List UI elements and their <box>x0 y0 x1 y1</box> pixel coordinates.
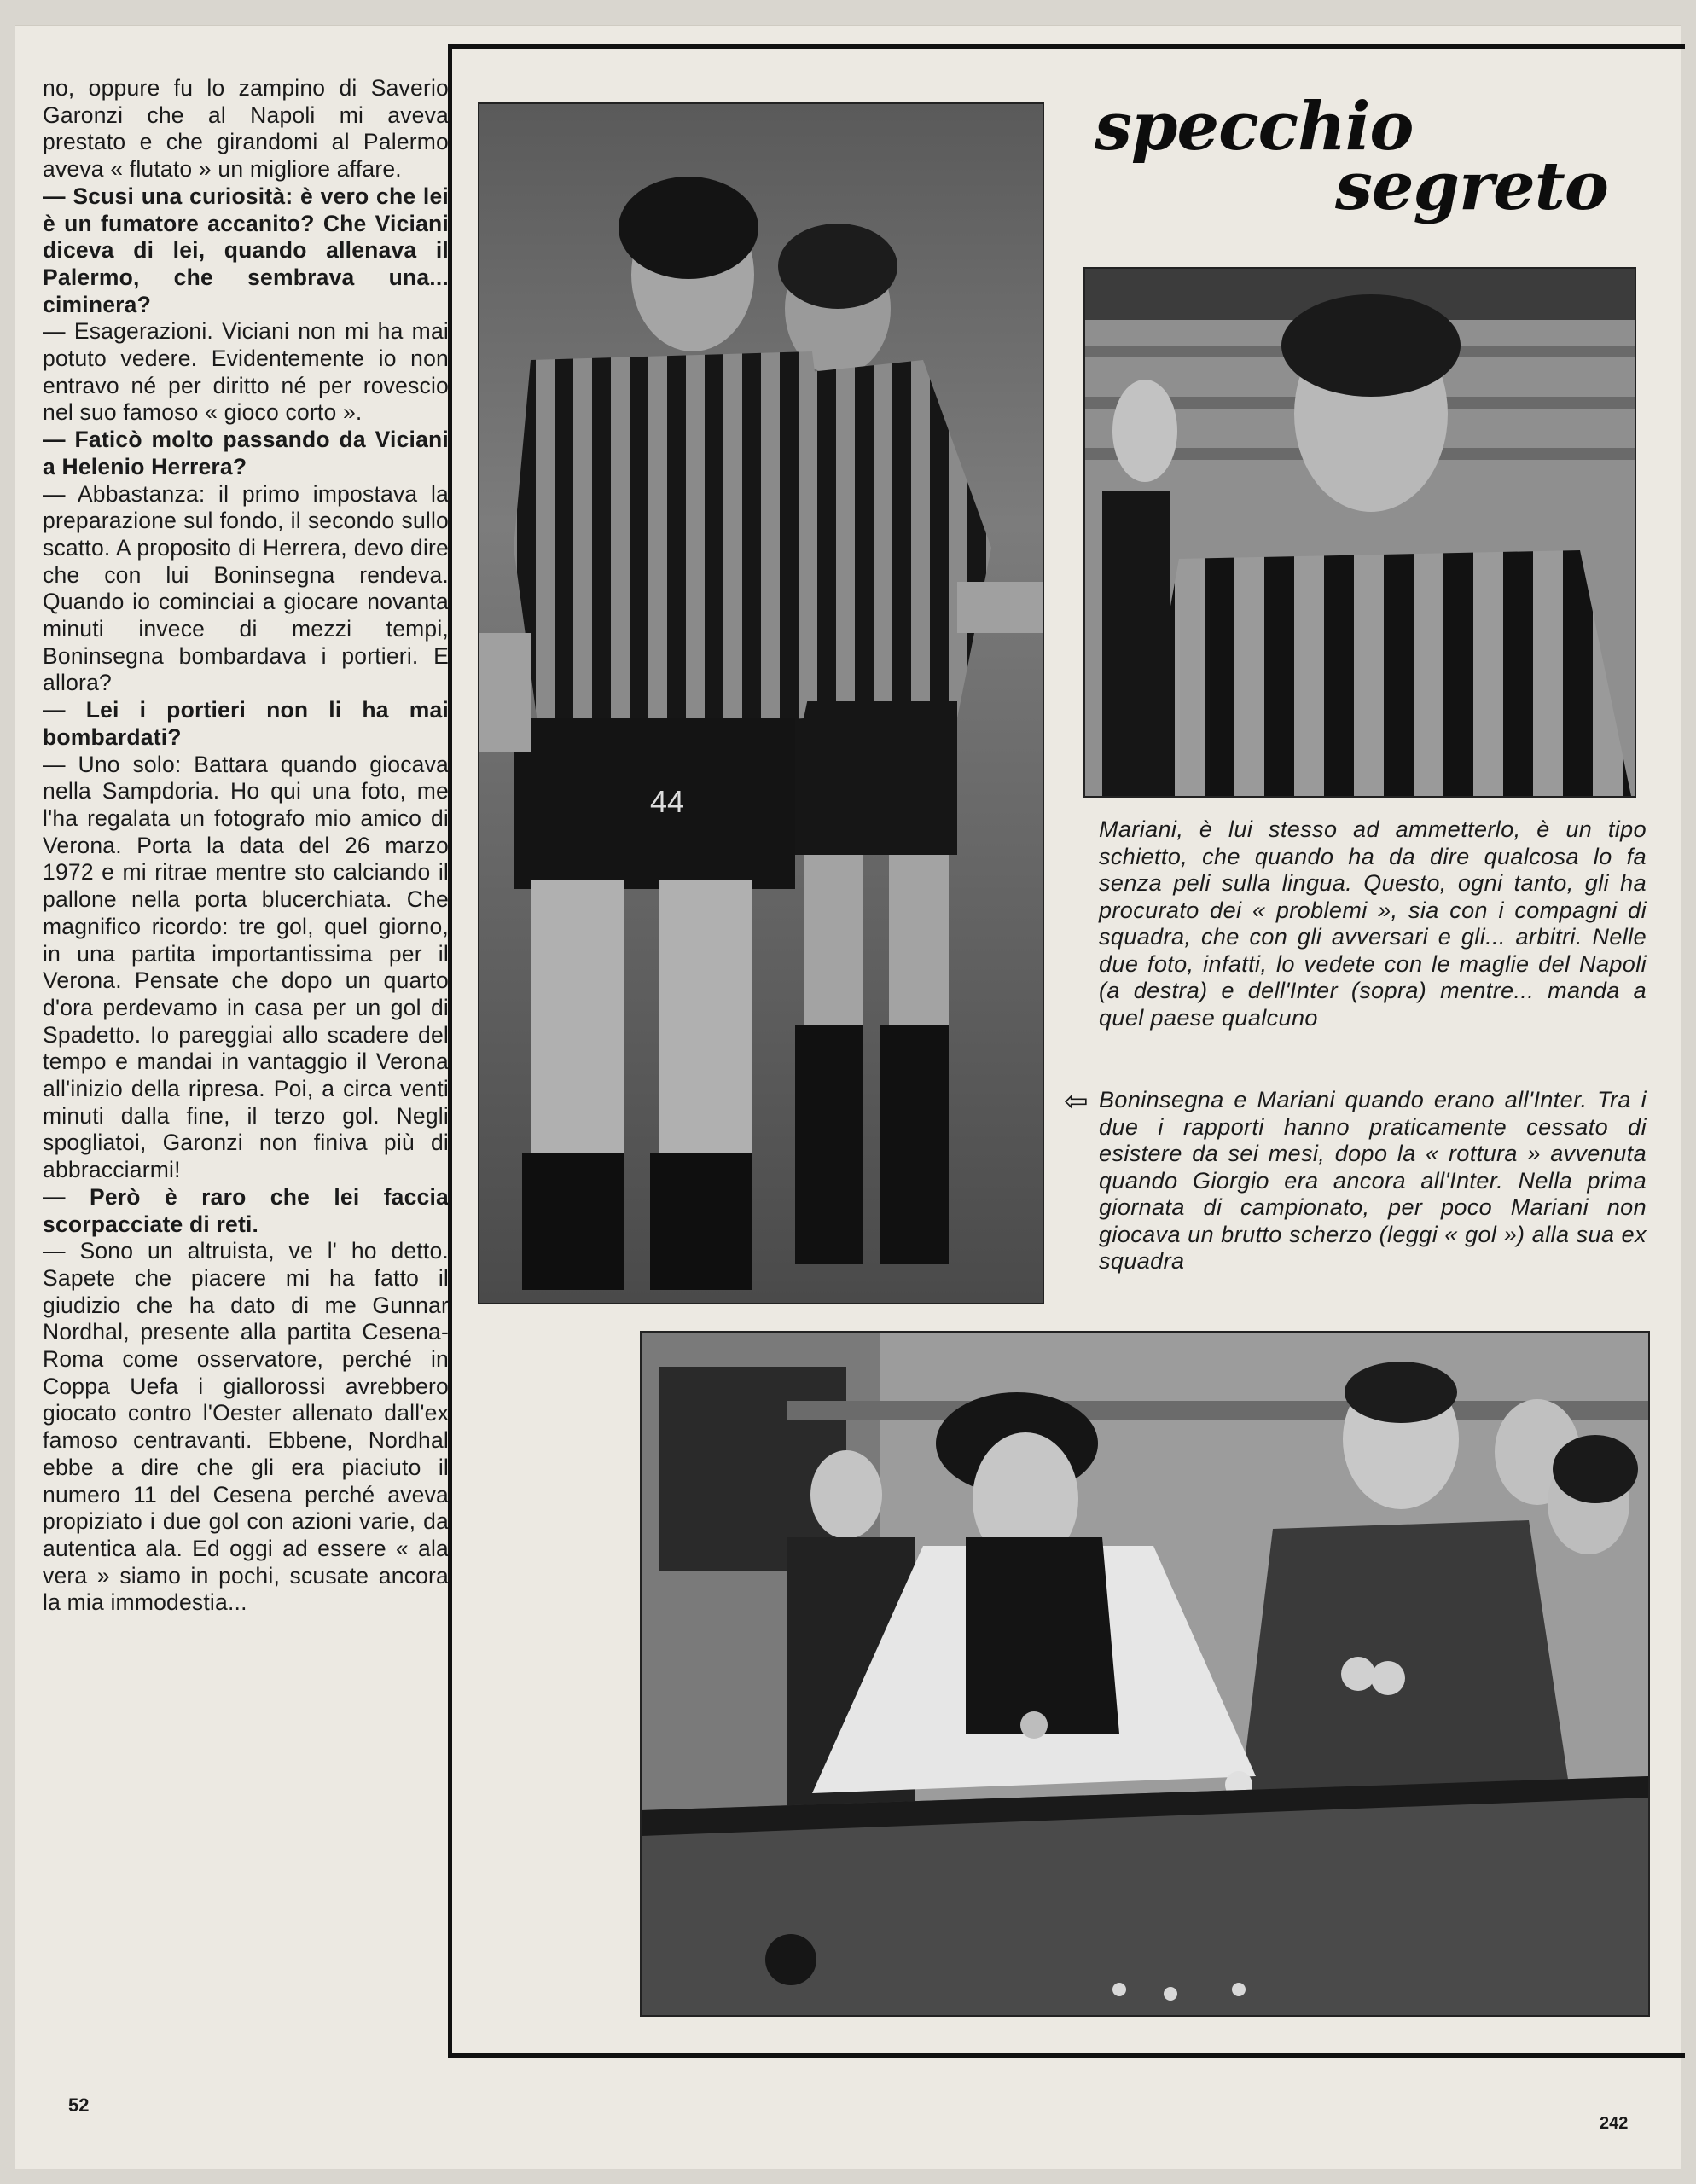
photo-billiards <box>640 1331 1650 2017</box>
interview-column <box>43 75 449 1617</box>
section-title-line2: segreto <box>1335 148 1608 225</box>
interview-question: — Scusi una curiosità: è vero che lei è un fumatore accanito? Che Viciani diceva di lei, quando allenava il Palermo, che sembrava una... ciminera? <box>43 183 449 317</box>
photo-mariani-inter <box>1083 267 1636 798</box>
caption-boninsegna-text: Boninsegna e Mariani quando erano all'Inter. Tra i due i rapporti hanno praticamente cessato di esistere da sei mesi, dopo la « rottura » avvenuta quando Giorgio era ancora all'Inter. Nella prima giornata di campionato, per poco Mariani non giocava un brutto scherzo (leggi « gol ») alla sua ex squadra <box>1099 1087 1647 1274</box>
page-number-left: 52 <box>68 2094 90 2116</box>
interview-paragraph: — Sono un altruista, ve l' ho detto. Sapete che piacere mi ha fatto il giudizio che ha dato di me Gunnar Nordhal, presente alla partita Cesena-Roma come osservatore, perché in Coppa Uefa i giallorossi avrebbero giocato contro l'Oester allenato dall'ex famoso centravanti. Ebbene, Nordhal ebbe a dire che gli era piaciuto il numero 11 del Cesena perché aveva propiziato i due gol con azioni varie, da autentica ala. Ed oggi ad essere « ala vera » siamo in pochi, scusate ancora la mia immodestia... <box>43 1238 449 1616</box>
interview-question: — Faticò molto passando da Viciani a Helenio Herrera? <box>43 427 449 479</box>
interview-question: — Però è raro che lei faccia scorpacciate di reti. <box>43 1183 449 1237</box>
section-title-line1: specchio <box>1095 88 1414 166</box>
shorts-number: 44 <box>650 784 685 819</box>
interview-paragraph: — Uno solo: Battara quando giocava nella Sampdoria. Ho qui una foto, me l'ha regalata un fotografo mio amico di Verona. Porta la data del 26 marzo 1972 e mi ritrae mentre sto calciando il pallone nella porta blucerchiata. Che magnifico ricordo: tre gol, quel giorno, in una partita importantissima per il Verona. Pensate che dopo un quarto d'ora perdevamo in casa per un gol di Spadetto. Io pareggiai allo scadere del tempo e mandai in vantaggio il Verona all'inizio della ripresa. Poi, a circa venti minuti dalla fine, il terzo gol. Negli spogliatoi, Garonzi non finiva più di abbracciarmi! <box>43 751 449 1183</box>
arrow-left-icon: ⇦ <box>1064 1085 1089 1118</box>
interview-paragraph: no, oppure fu lo zampino di Saverio Garonzi che al Napoli mi aveva prestato e che girandomi al Palermo aveva « flutato » un migliore affare. <box>43 75 449 183</box>
caption-mariani-text: Mariani, è lui stesso ad ammetterlo, è un tipo schietto, che quando ha da dire qualcosa lo fa senza peli sulla lingua. Questo, ogni tanto, gli ha procurato dei « problemi », sia con i compagni di squadra, che con gli avversari e gli... arbitri. Nelle due foto, infatti, lo vedete con le maglie del Napoli (a destra) e dell'Inter (sopra) mentre... manda a quel paese qualcuno <box>1099 816 1647 1031</box>
interview-question: — Lei i portieri non li ha mai bombardati? <box>43 697 449 750</box>
interview-paragraph: — Abbastanza: il primo impostava la preparazione sul fondo, il secondo sullo scatto. A proposito di Herrera, devo dire che con lui Boninsegna rendeva. Quando io cominciai a giocare novanta minuti invece di mezzi tempi, Boninsegna bombardava i portieri. E allora? <box>43 480 449 696</box>
caption-mariani <box>1099 816 1647 1031</box>
caption-boninsegna-mariani <box>1099 1087 1647 1275</box>
page-number-right: 242 <box>1600 2114 1629 2133</box>
photo-boninsegna-mariani <box>478 102 1044 1304</box>
interview-paragraph: — Esagerazioni. Viciani non mi ha mai potuto vedere. Evidentemente io non entravo né per diritto né per rovescio nel suo famoso « gioco corto ». <box>43 318 449 426</box>
